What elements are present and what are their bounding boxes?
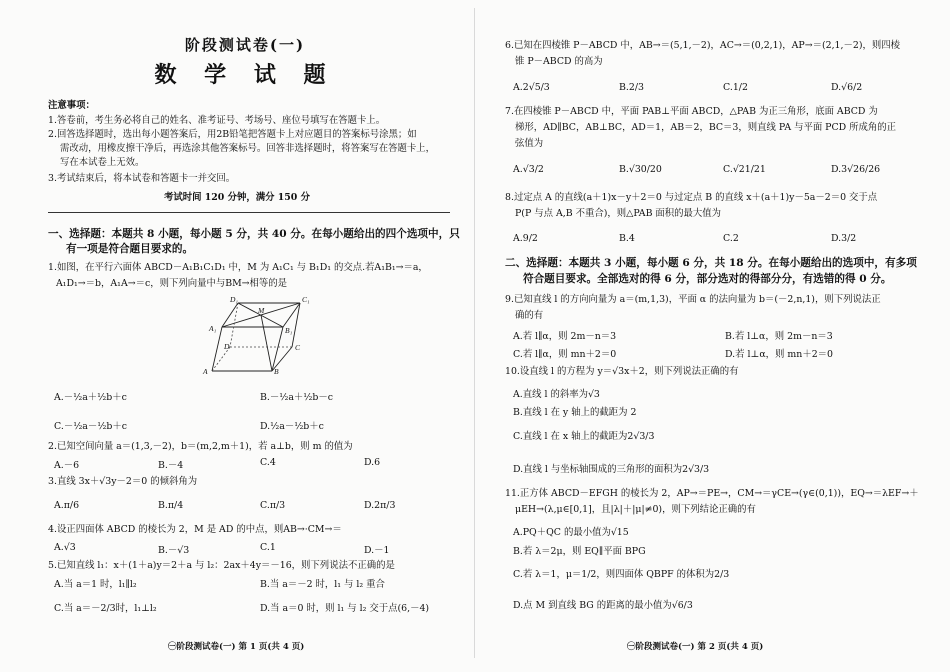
q1-stem: 1.如图，在平行六面体 ABCD－A₁B₁C₁D₁ 中，M 为 A₁C₁ 与 B₁D₁ 的交点.若A₁B₁→＝a， <box>48 262 428 273</box>
q5-option-c: C.当 a＝－2/3时，l₁⊥l₂ <box>54 603 157 614</box>
q10-option-a: A.直线 l 的斜率为√3 <box>513 389 600 400</box>
q9-option-b: B.若 l⊥α，则 2m－n＝3 <box>725 331 833 342</box>
q7-stem-cont: 弦值为 <box>515 138 544 149</box>
notes-line: 2.回答选择题时，选出每小题答案后，用2B铅笔把答题卡上对应题目的答案标号涂黑；如 <box>48 129 417 140</box>
q7-option-b: B.√30/20 <box>619 164 662 175</box>
section1-title: 一、选择题：本题共 8 小题，每小题 5 分，共 40 分。在每小题给出的四个选项中，只 <box>48 228 460 240</box>
q7-option-d: D.3√26/26 <box>831 164 881 175</box>
q3-option-b: B.π/4 <box>158 500 184 511</box>
q9-stem: 9.已知直线 l 的方向向量为 a＝(m,1,3)，平面 α 的法向量为 b＝(－2,n,1)，则下列说法正 <box>505 294 881 305</box>
section2-title-cont: 符合题目要求。全部选对的得 6 分，部分选对的得部分分，有选错的得 0 分。 <box>523 273 892 285</box>
notes-line: 写在本试卷上无效。 <box>60 157 145 168</box>
label-A1: A₁ <box>209 324 217 333</box>
q6-stem-cont: 锥 P－ABCD 的高为 <box>515 56 603 67</box>
page-1 <box>40 0 460 672</box>
label-B1: B₁ <box>285 326 293 335</box>
q6-option-c: C.1/2 <box>723 82 748 93</box>
q5-option-b: B.当 a＝－2 时，l₁ 与 l₂ 重合 <box>260 579 385 590</box>
q8-option-b: B.4 <box>619 233 635 244</box>
page-2 <box>505 0 925 672</box>
q8-option-d: D.3/2 <box>831 233 857 244</box>
q6-option-d: D.√6/2 <box>831 82 863 93</box>
exam-title: 数 学 试 题 <box>154 62 336 88</box>
q4-option-b: B.－√3 <box>158 545 190 556</box>
q9-option-a: A.若 l∥α，则 2m－n＝3 <box>513 331 617 342</box>
q7-stem-cont: 梯形，AD∥BC，AB⊥BC，AD＝1，AB＝2，BC＝3，则直线 PA 与平面 PCD 所成角的正 <box>515 122 897 133</box>
q7-stem: 7.在四棱锥 P－ABCD 中，平面 PAB⊥平面 ABCD，△PAB 为正三角形，底面 ABCD 为 <box>505 106 878 117</box>
q1-option-c: C.－½a－½b＋c <box>54 421 127 432</box>
q2-stem: 2.已知空间向量 a＝(1,3,－2)，b＝(m,2,m＋1)，若 a⊥b，则 m 的值为 <box>48 441 353 452</box>
label-C1: C₁ <box>302 295 310 304</box>
q2-option-d: D.6 <box>364 457 381 468</box>
q6-stem: 6.已知在四棱锥 P－ABCD 中，AB→＝(5,1,－2)，AC→＝(0,2,1)，AP→＝(2,1,－2)，则四棱 <box>505 40 900 51</box>
q5-option-a: A.当 a＝1 时，l₁∥l₂ <box>54 579 137 590</box>
q11-option-d: D.点 M 到直线 BG 的距离的最小值为√6/3 <box>513 600 693 611</box>
q3-option-d: D.2π/3 <box>364 500 396 511</box>
q3-stem: 3.直线 3x＋√3y－2＝0 的倾斜角为 <box>48 476 198 487</box>
section1-title-cont: 有一项是符合题目要求的。 <box>66 243 194 255</box>
q8-option-c: C.2 <box>723 233 739 244</box>
q7-option-c: C.√21/21 <box>723 164 766 175</box>
q1-option-b: B.－½a＋½b－c <box>260 392 334 403</box>
label-M: M <box>258 306 265 315</box>
q10-option-c: C.直线 l 在 x 轴上的截距为2√3/3 <box>513 431 655 442</box>
notes-line: 3.考试结束后，将本试卷和答题卡一并交回。 <box>48 173 236 184</box>
q4-option-a: A.√3 <box>54 542 76 553</box>
q2-option-b: B.－4 <box>158 460 184 471</box>
q8-stem: 8.过定点 A 的直线(a＋1)x－y＋2＝0 与过定点 B 的直线 x＋(a＋1)y－5a－2＝0 交于点 <box>505 192 878 203</box>
q3-option-c: C.π/3 <box>260 500 286 511</box>
label-D: D <box>224 342 230 351</box>
notes-line: 1.答卷前，考生务必将自己的姓名、准考证号、考场号、座位号填写在答题卡上。 <box>48 115 386 126</box>
label-B: B <box>274 367 279 375</box>
q10-stem: 10.设直线 l 的方程为 y＝√3x＋2，则下列说法正确的有 <box>505 366 739 377</box>
q11-option-a: A.PQ＋QC 的最小值为√15 <box>513 527 629 538</box>
label-C: C <box>295 343 301 352</box>
q11-option-c: C.若 λ＝1，μ＝1/2，则四面体 QBPF 的体积为2/3 <box>513 569 730 580</box>
q8-stem-cont: P(P 与点 A,B 不重合)，则△PAB 面积的最大值为 <box>515 208 722 219</box>
q2-option-c: C.4 <box>260 457 276 468</box>
time-info: 考试时间 120 分钟，满分 150 分 <box>164 192 310 203</box>
q4-stem: 4.设正四面体 ABCD 的棱长为 2，M 是 AD 的中点，则AB→·CM→＝ <box>48 524 342 535</box>
q5-stem: 5.已知直线 l₁：x＋(1＋a)y＝2＋a 与 l₂：2ax＋4y＝－16，则下列说法不正确的是 <box>48 560 395 571</box>
q6-option-b: B.2/3 <box>619 82 644 93</box>
q1-option-a: A.－½a＋½b＋c <box>54 392 127 403</box>
q8-option-a: A.9/2 <box>513 233 538 244</box>
section2-title: 二、选择题：本题共 3 小题，每小题 6 分，共 18 分。在每小题给出的选项中，有多项 <box>505 257 917 269</box>
q6-option-a: A.2√5/3 <box>513 82 550 93</box>
q5-option-d: D.当 a＝0 时，则 l₁ 与 l₂ 交于点(6,－4) <box>260 603 430 614</box>
q10-option-d: D.直线 l 与坐标轴围成的三角形的面积为2√3/3 <box>513 464 710 475</box>
q1-stem-cont: A₁D₁→＝b，A₁A→＝c，则下列向量中与BM→相等的是 <box>56 278 288 289</box>
q1-option-d: D.½a－½b＋c <box>260 421 324 432</box>
q4-option-d: D.－1 <box>364 545 390 556</box>
q11-stem: 11.正方体 ABCD－EFGH 的棱长为 2，AP→＝PE→，CM→＝γCE→(γ∈(0,1))，EQ→＝λEF→＋ <box>505 488 919 499</box>
page-divider <box>474 8 475 658</box>
header-rule <box>48 212 450 213</box>
notes-line: 需改动，用橡皮擦干净后，再选涂其他答案标号。回答非选择题时，将答案写在答题卡上， <box>60 143 436 154</box>
exam-subtitle: 阶段测试卷(一) <box>184 36 306 54</box>
parallelepiped-figure <box>198 293 338 375</box>
page-footer-1: ㊀阶段测试卷(一) 第 1 页(共 4 页) <box>168 642 305 652</box>
q9-stem-cont: 确的有 <box>515 310 544 321</box>
q2-option-a: A.－6 <box>54 460 80 471</box>
label-A: A <box>203 367 208 375</box>
notes-heading: 注意事项： <box>48 100 95 111</box>
q10-option-b: B.直线 l 在 y 轴上的截距为 2 <box>513 407 637 418</box>
label-D1: D₁ <box>230 295 239 304</box>
page-footer-2: ㊀阶段测试卷(一) 第 2 页(共 4 页) <box>627 642 764 652</box>
q4-option-c: C.1 <box>260 542 276 553</box>
q11-option-b: B.若 λ＝2μ，则 EQ∥平面 BPG <box>513 546 646 557</box>
q9-option-c: C.若 l∥α，则 mn＋2＝0 <box>513 349 617 360</box>
q11-stem-cont: μEH→(λ,μ∈[0,1]，且|λ|＋|μ|≠0)，则下列结论正确的有 <box>515 504 756 515</box>
q9-option-d: D.若 l⊥α，则 mn＋2＝0 <box>725 349 834 360</box>
q3-option-a: A.π/6 <box>54 500 80 511</box>
q7-option-a: A.√3/2 <box>513 164 544 175</box>
